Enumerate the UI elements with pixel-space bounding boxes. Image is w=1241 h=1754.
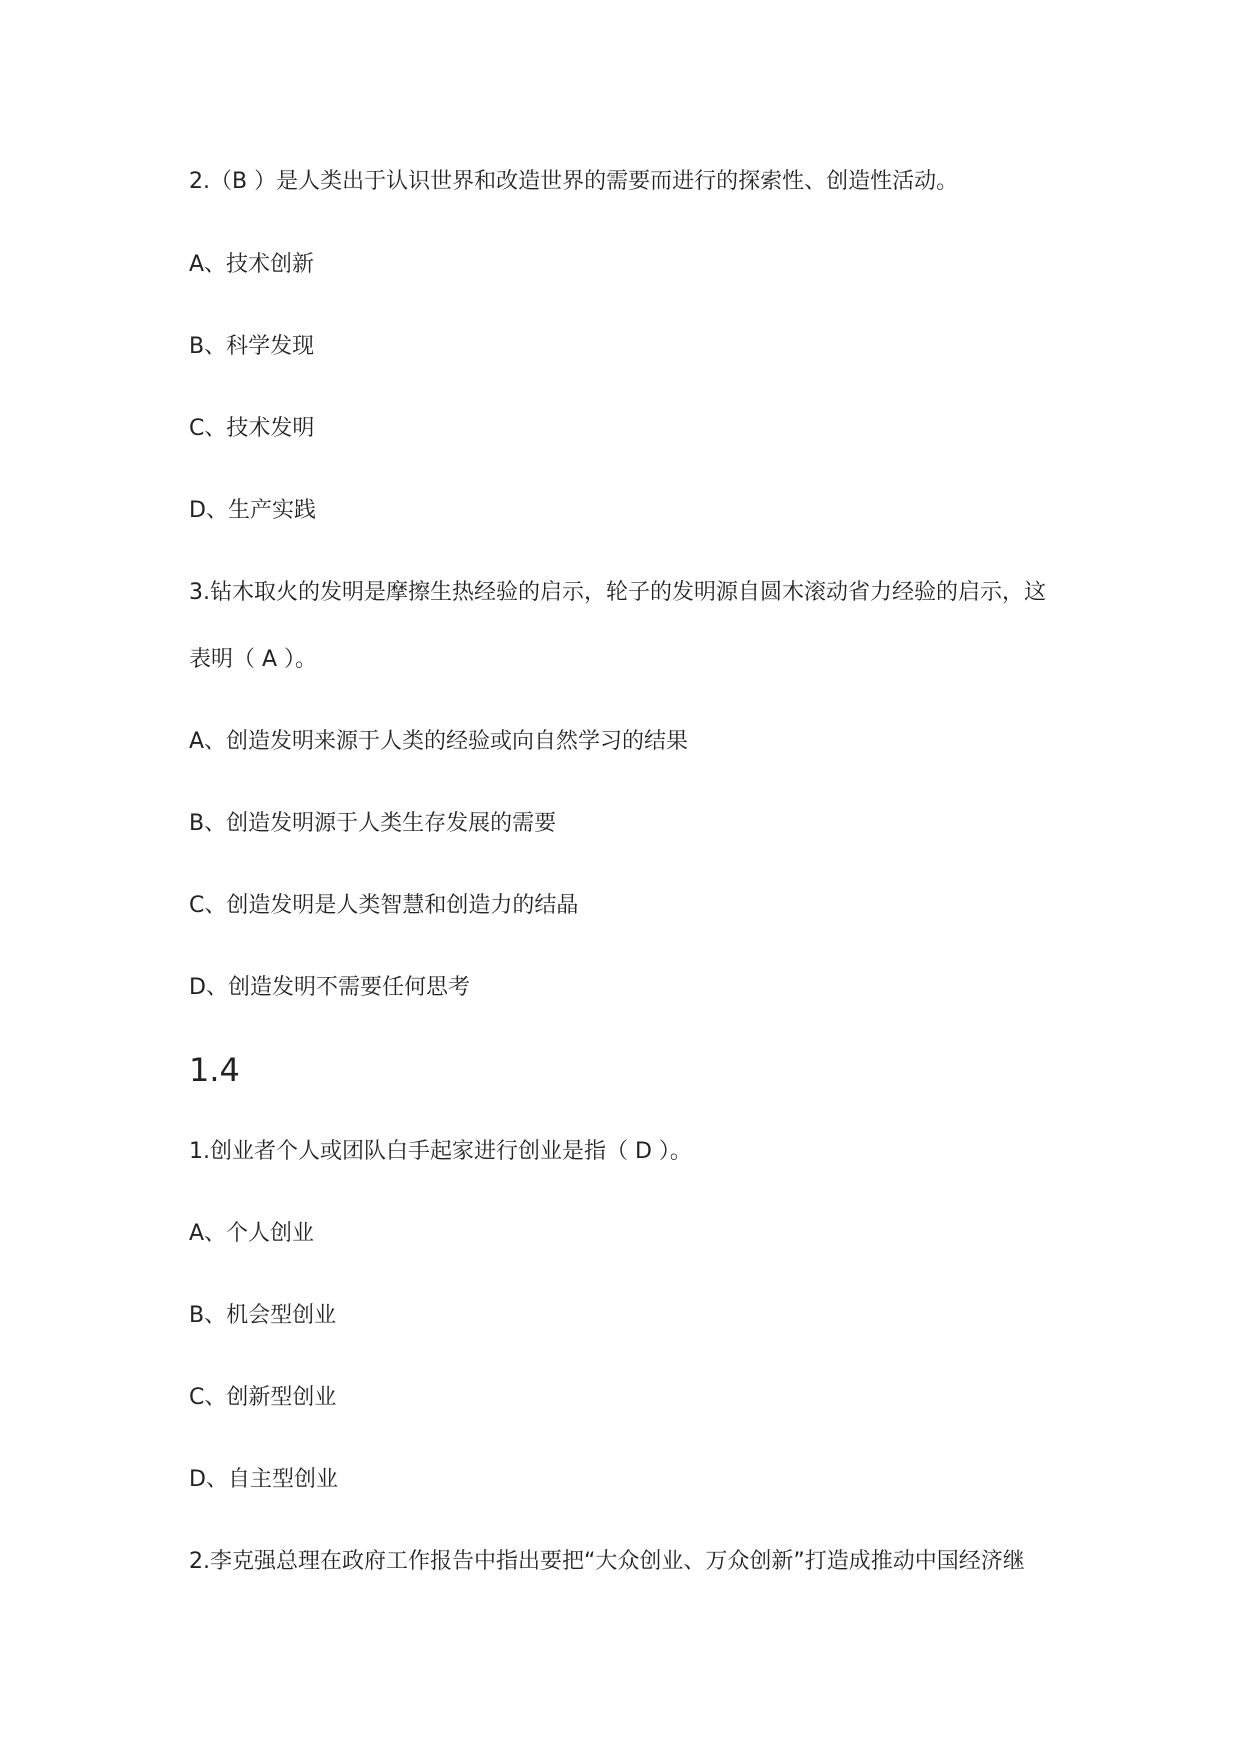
option-b: B、科学发现 — [189, 334, 315, 359]
option-a: A、创造发明来源于人类的经验或向自然学习的结果 — [189, 729, 689, 754]
question-2-stem: 2.（B ）是人类出于认识世界和改造世界的需要而进行的探索性、创造性活动。 — [189, 169, 959, 194]
option-c: C、技术发明 — [189, 416, 315, 441]
option-d: D、自主型创业 — [189, 1467, 338, 1492]
option-b: B、机会型创业 — [189, 1303, 337, 1328]
question-3-stem-line-1: 3.钻木取火的发明是摩擦生热经验的启示，轮子的发明源自圆木滚动省力经验的启示，这 — [189, 580, 1046, 605]
option-c: C、创新型创业 — [189, 1385, 337, 1410]
question-1-stem: 1.创业者个人或团队白手起家进行创业是指（ D ）。 — [189, 1139, 692, 1164]
option-a: A、技术创新 — [189, 252, 315, 277]
option-d: D、生产实践 — [189, 498, 316, 523]
section-heading: 1.4 — [189, 1051, 240, 1089]
option-d: D、创造发明不需要任何思考 — [189, 975, 470, 1000]
option-a: A、个人创业 — [189, 1221, 315, 1246]
question-3-stem-line-2: 表明（ A ）。 — [189, 647, 318, 672]
question-2-stem-partial: 2.李克强总理在政府工作报告中指出要把“大众创业、万众创新”打造成推动中国经济继 — [189, 1549, 1025, 1574]
option-c: C、创造发明是人类智慧和创造力的结晶 — [189, 893, 579, 918]
option-b: B、创造发明源于人类生存发展的需要 — [189, 811, 557, 836]
